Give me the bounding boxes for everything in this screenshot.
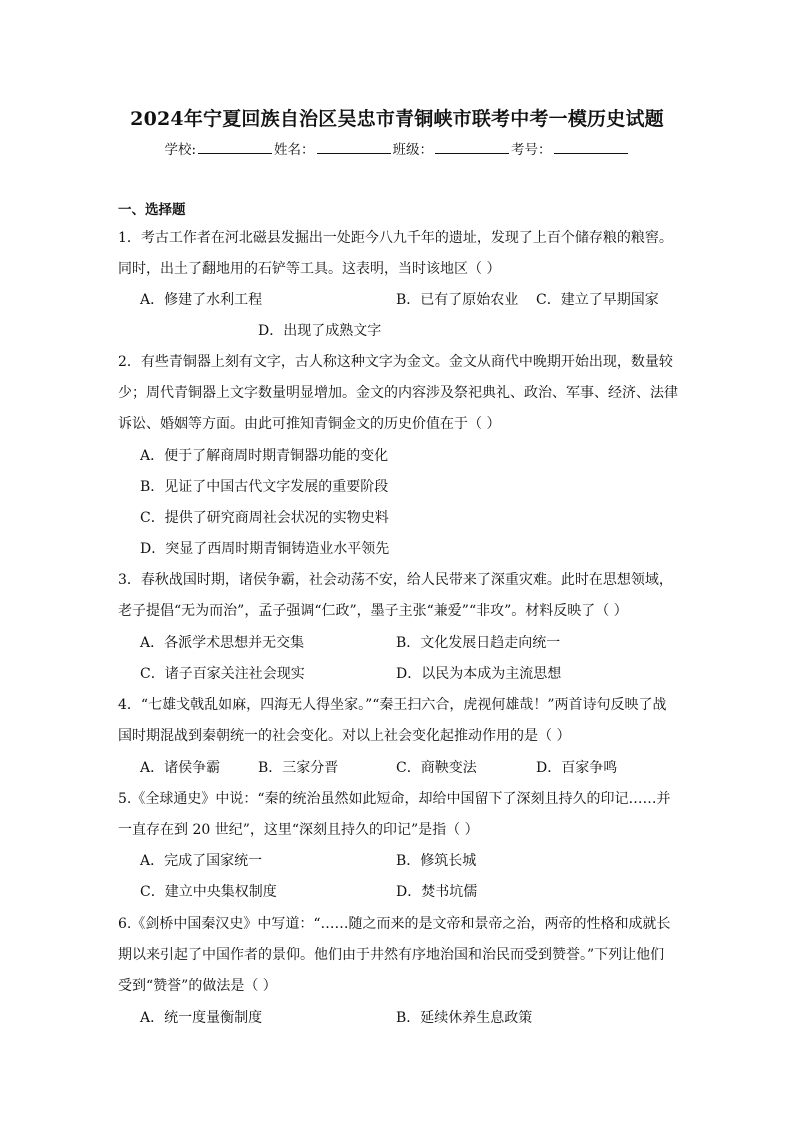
question-3-option-d: D．以民为本成为主流思想 [396,666,562,682]
question-6-option-a: A．统一度量衡制度 [140,1010,263,1026]
question-5-option-d: D．焚书坑儒 [396,884,478,900]
school-blank [198,141,272,154]
number-label: 考号： [511,142,552,158]
question-2-option-d: D．突显了西周时期青铜铸造业水平领先 [140,541,390,557]
question-1-option-b: B．已有了原始农业 [396,292,519,308]
question-6-line-1: 6.《剑桥中国秦汉史》中写道：“……随之而来的是文帝和景帝之治，两帝的性格和成就长 [118,916,671,932]
question-3-option-c: C．诸子百家关注社会现实 [140,666,305,682]
question-5-line-1: 5.《全球通史》中说：“秦的统治虽然如此短命，却给中国留下了深刻且持久的印记……并 [118,791,671,807]
question-2-option-b: B．见证了中国古代文字发展的重要阶段 [140,479,389,495]
question-3-line-2: 老子提倡“无为而治”，孟子强调“仁政”，墨子主张“兼爱”“非攻”。材料反映了（ ） [118,603,628,619]
question-2-option-a: A．便于了解商周时期青铜器功能的变化 [140,448,389,464]
question-3-option-b: B．文化发展日趋走向统一 [396,635,561,651]
question-1-option-a: A．修建了水利工程 [140,292,263,308]
student-info-row [0,138,794,158]
question-3-option-a: A．各派学术思想并无交集 [140,635,305,651]
question-5-option-b: B．修筑长城 [396,853,477,869]
question-1-line-2: 同时，出土了翻地用的石铲等工具。这表明，当时该地区（ ） [118,261,501,277]
question-4-line-2: 国时期混战到秦朝统一的社会变化。对以上社会变化起推动作用的是（ ） [118,728,571,744]
question-5-option-c: C．建立中央集权制度 [140,884,277,900]
number-blank [554,141,628,154]
class-label: 班级： [392,142,434,158]
name-blank [317,141,391,154]
question-6-line-3: 受到“赞誉”的做法是（ ） [118,978,277,994]
name-label: 姓名： [274,142,315,158]
class-blank [435,141,509,154]
question-4-line-1: 4．“七雄戈戟乱如麻，四海无人得坐家。”“秦王扫六合，虎视何雄哉！”两首诗句反映了战 [118,697,667,713]
question-2-line-2: 少；周代青铜器上文字数量明显增加。金文的内容涉及祭祀典礼、政治、军事、经济、法律 [118,385,678,401]
question-6-line-2: 期以来引起了中国作者的景仰。他们由于井然有序地治国和治民而受到赞誉。”下列让他们 [118,947,665,963]
question-6-option-b: B．延续休养生息政策 [396,1010,533,1026]
question-1-line-1: 1．考古工作者在河北磁县发掘出一处距今八九千年的遗址，发现了上百个储存粮的粮窖。 [118,230,673,246]
question-4-option-d: D．百家争鸣 [536,760,618,776]
question-2-line-1: 2．有些青铜器上刻有文字，古人称这种文字为金文。金文从商代中晚期开始出现，数量较 [118,354,673,370]
question-3-line-1: 3．春秋战国时期，诸侯争霸，社会动荡不安，给人民带来了深重灾难。此时在思想领域， [118,572,673,588]
question-4-option-c: C．商鞅变法 [396,760,477,776]
question-4-option-b: B．三家分晋 [258,760,339,776]
question-2-line-3: 诉讼、婚姻等方面。由此可推知青铜金文的历史价值在于（ ） [118,416,501,432]
question-1-option-c: C．建立了早期国家 [536,292,659,308]
question-2-option-c: C．提供了研究商周社会状况的实物史料 [140,510,389,526]
page-title: 2024年宁夏回族自治区吴忠市青铜峡市联考中考一模历史试题 [130,108,664,130]
question-5-option-a: A．完成了国家统一 [140,853,263,869]
question-4-option-a: A．诸侯争霸 [140,760,221,776]
question-5-line-2: 一直存在到 20 世纪”，这里“深刻且持久的印记”是指（ ） [118,822,479,838]
question-1-option-d: D．出现了成熟文字 [258,323,382,339]
school-label: 学校: [164,142,197,158]
section-heading: 一、选择题 [118,202,186,218]
